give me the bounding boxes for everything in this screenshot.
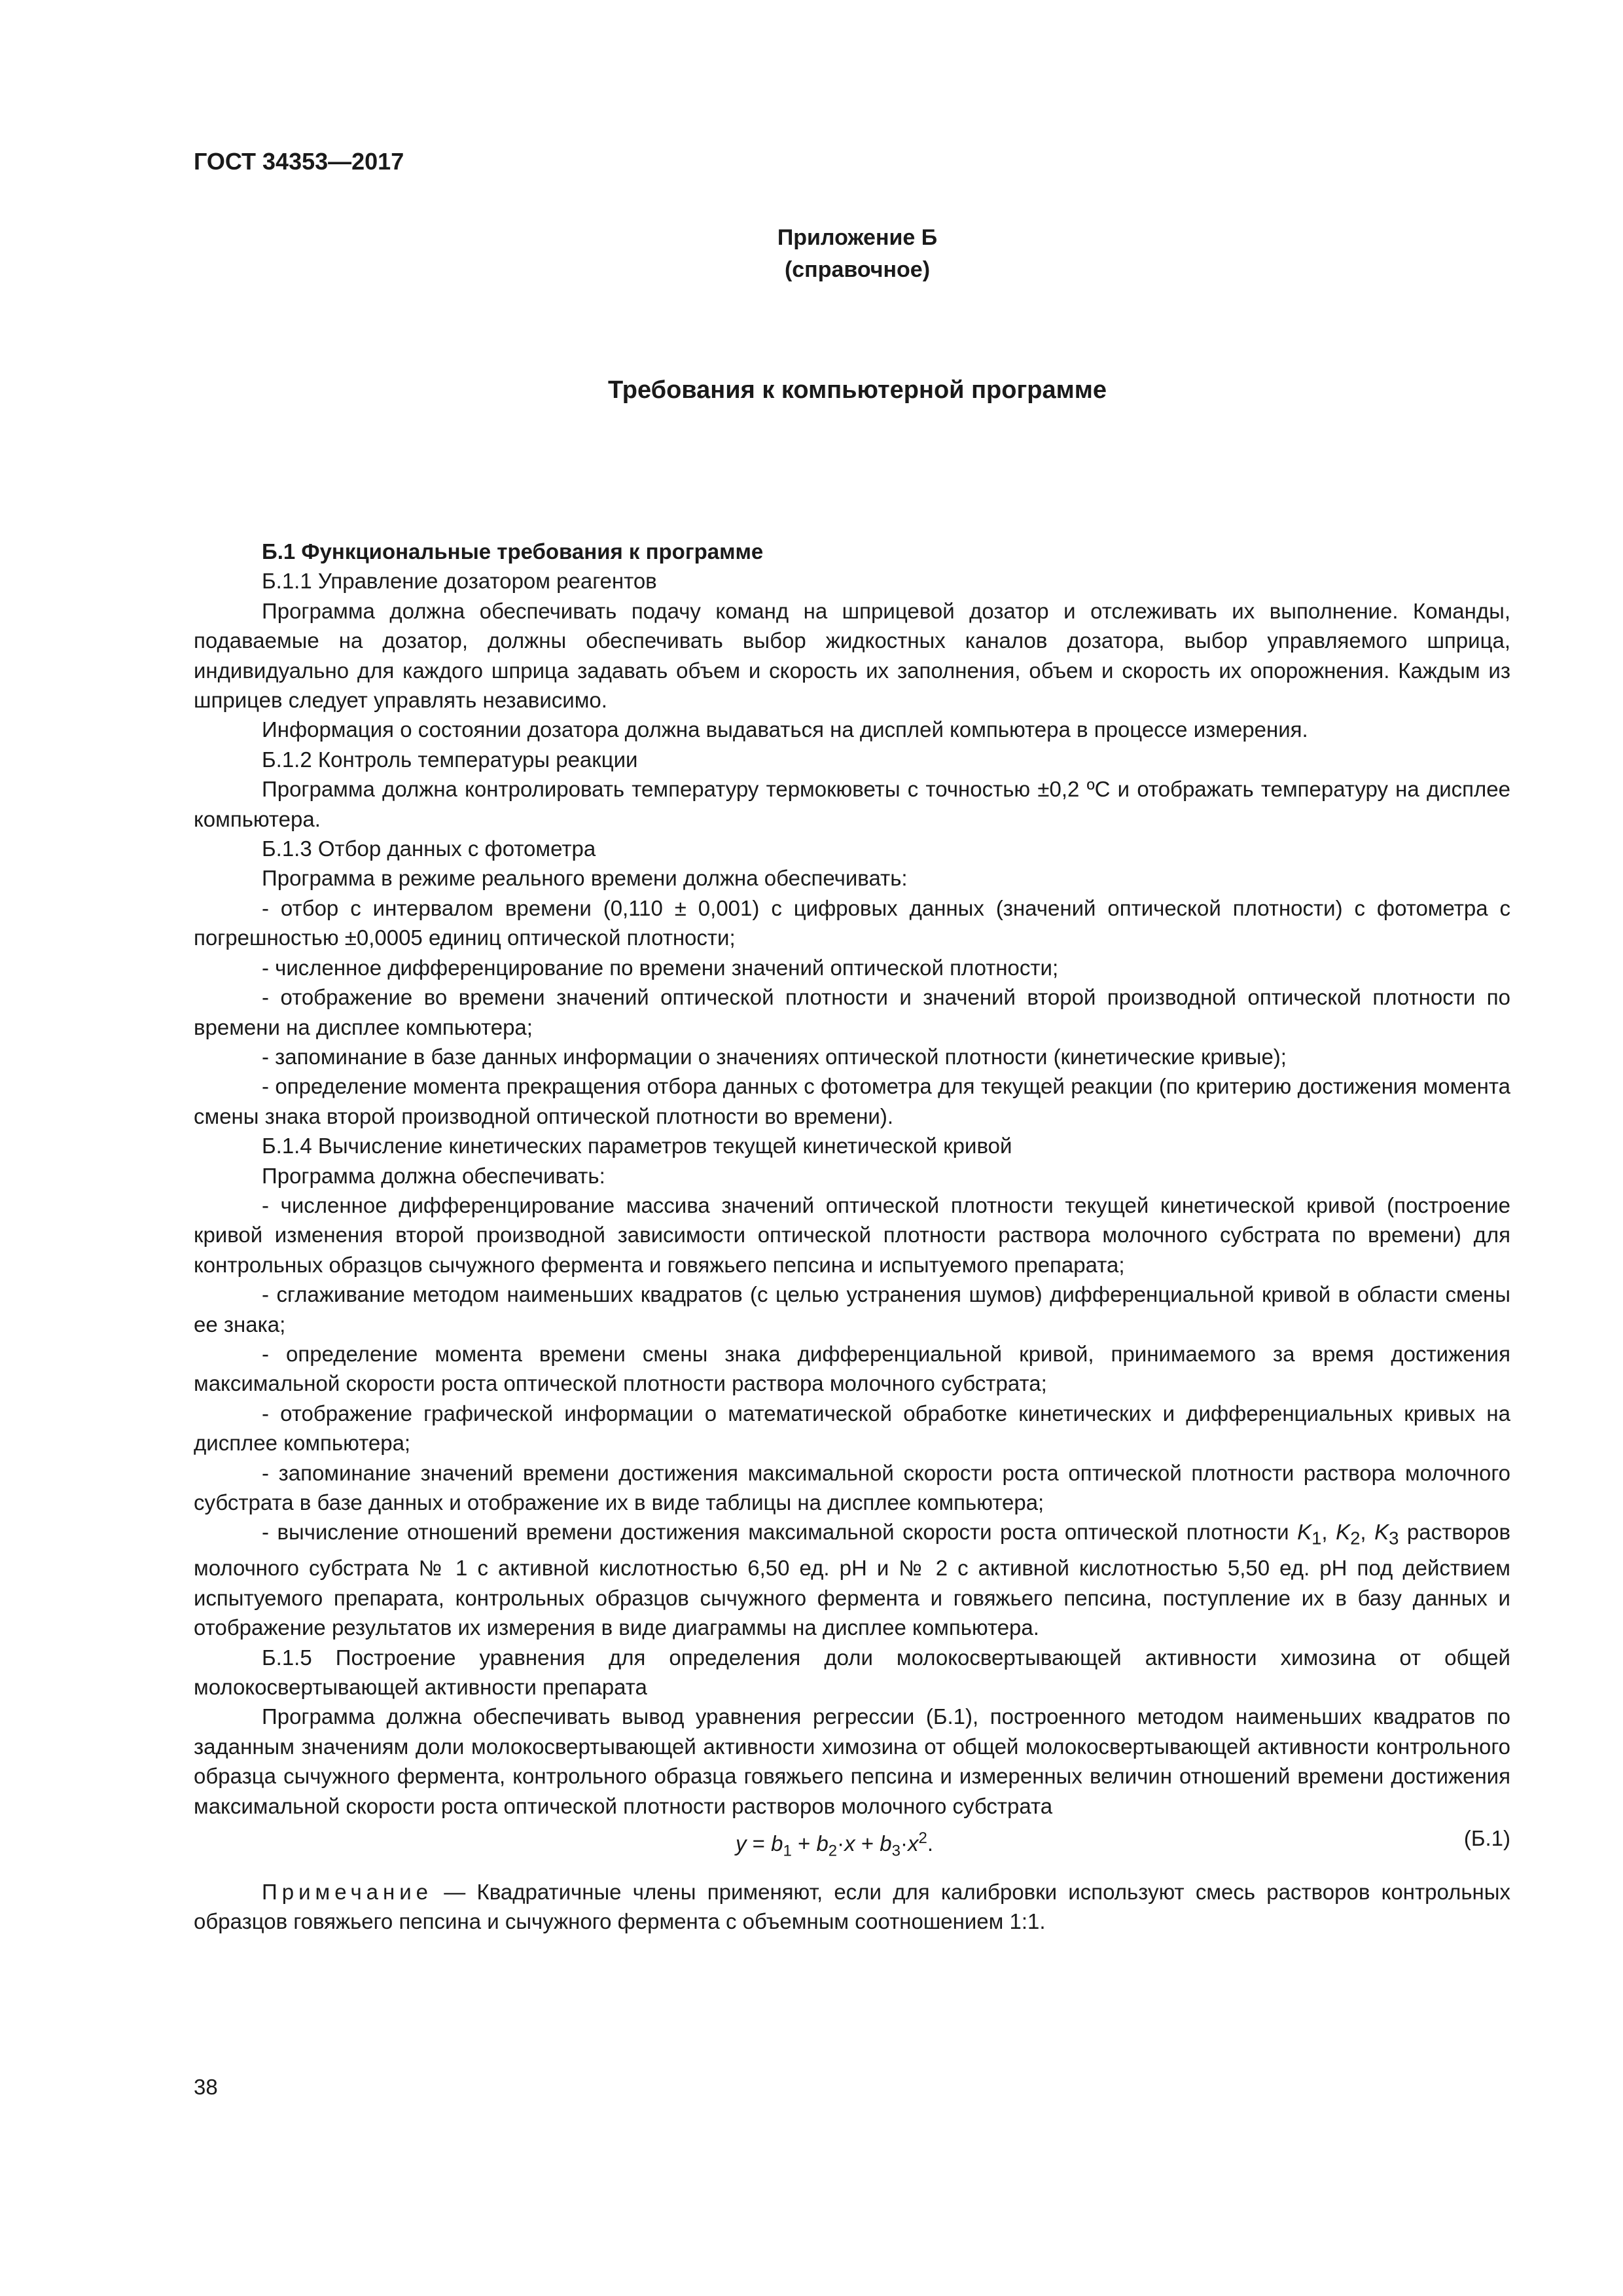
page-number: 38 <box>194 2075 218 2099</box>
paragraph: Программа должна обеспечивать вывод уравнения регрессии (Б.1), построенного методом наименьших квадратов по заданным значениям доли молокосвертывающей активности химозина от общей молокосвертывающей активности контрольного образца сычужного фермента, контрольного образца говяжьего пепсина и измеренных величин отношений времени достижения максимальной скорости роста оптической плотности растворов молочного субстрата <box>194 1704 1510 1818</box>
subsection-heading-b1-1: Б.1.1 Управление дозатором реагентов <box>262 569 657 594</box>
annex-type: (справочное) <box>784 257 931 282</box>
item-text: - вычисление отношений времени достижения максимальной скорости роста оптической плотности <box>262 1520 1298 1545</box>
regression-formula: $y = b_1 + b_2\cdot x + b_3\cdot x^2$. <box>736 1829 934 1860</box>
paragraph: Информация о состоянии дозатора должна выдаваться на дисплей компьютера в процессе измерения. <box>262 717 1308 742</box>
paragraph: Программа должна контролировать температуру термокюветы с точностью ±0,2 ºС и отображать температуру на дисплее компьютера. <box>194 777 1510 831</box>
subsection-heading-b1-2: Б.1.2 Контроль температуры реакции <box>262 747 638 772</box>
k-subscript-2: 2 <box>1350 1528 1361 1549</box>
list-item: - запоминание в базе данных информации о значениях оптической плотности (кинетические кривые); <box>262 1044 1287 1069</box>
list-item <box>194 1517 1510 1642</box>
paragraph: Программа должна обеспечивать подачу команд на шприцевой дозатор и отслеживать их выполнение. Команды, подаваемые на дозатор, должны обеспечивать выбор жидкостных каналов дозатора, выбор управляемого шприца, индивидуально для каждого шприца задавать объем и скорость их заполнения, объем и скорость их опорожнения. Каждым из шприцев следует управлять независимо. <box>194 598 1510 713</box>
subsection-heading-b1-4: Б.1.4 Вычисление кинетических параметров текущей кинетической кривой <box>262 1134 1012 1158</box>
separator: , <box>1360 1520 1375 1545</box>
k-symbol: K <box>1336 1520 1351 1545</box>
list-item: - численное дифференцирование массива значений оптической плотности текущей кинетической кривой (построение кривой изменения второй производной зависимости оптической плотности раствора молочного субстрата по времени) для контрольных образцов сычужного фермента и говяжьего пепсина и испытуемого препарата; <box>194 1193 1510 1277</box>
paragraph: Программа в режиме реального времени должна обеспечивать: <box>262 866 908 891</box>
document-title: Требования к компьютерной программе <box>607 376 1107 404</box>
list-item: - сглаживание методом наименьших квадратов (с целью устранения шумов) дифференциальной кривой в области смены ее знака; <box>194 1282 1510 1336</box>
equation-number: (Б.1) <box>1463 1826 1510 1851</box>
annex-title: Приложение Б <box>777 225 938 250</box>
list-item: - отображение во времени значений оптической плотности и значений второй производной оптической плотности по времени на дисплее компьютера; <box>194 985 1510 1039</box>
note-label: Примечание <box>262 1880 433 1905</box>
list-item: - определение момента времени смены знака дифференциальной кривой, принимаемого за время достижения максимальной скорости роста оптической плотности раствора молочного субстрата; <box>194 1341 1510 1396</box>
document-body <box>194 537 1510 1937</box>
note-text: — Квадратичные члены применяют, если для калибровки используют смесь растворов контрольных образцов говяжьего пепсина и сычужного фермента с объемным соотношением 1:1. <box>194 1880 1510 1934</box>
subsection-heading-b1-3: Б.1.3 Отбор данных с фотометра <box>262 836 596 861</box>
item-text: растворов молочного субстрата № 1 с активной кислотностью 6,50 ед. pH и № 2 с активной кислотностью 5,50 ед. pH под действием испытуемого препарата, контрольных образцов сычужного фермента и говяжьего пепсина, поступление их в базу данных и отображение результатов их измерения в виде диаграммы на дисплее компьютера. <box>194 1520 1510 1640</box>
formula-line <box>194 1823 1510 1860</box>
list-item: - отображение графической информации о математической обработке кинетических и дифференциальных кривых на дисплее компьютера; <box>194 1401 1510 1456</box>
subsection-heading-b1-5: Б.1.5 Построение уравнения для определения доли молокосвертывающей активности химозина от общей молокосвертывающей активности препарата <box>194 1645 1510 1700</box>
k-symbol: K <box>1374 1520 1389 1545</box>
list-item: - определение момента прекращения отбора данных с фотометра для текущей реакции (по критерию достижения момента смены знака второй производной оптической плотности во времени). <box>194 1074 1510 1128</box>
list-item: - численное дифференцирование по времени значений оптической плотности; <box>262 955 1059 980</box>
standard-code: ГОСТ 34353—2017 <box>194 148 404 175</box>
section-heading-b1: Б.1 Функциональные требования к программе <box>262 539 764 564</box>
separator: , <box>1321 1520 1336 1545</box>
k-subscript-1: 1 <box>1311 1528 1322 1549</box>
list-item: - отбор с интервалом времени (0,110 ± 0,001) с цифровых данных (значений оптической плотности) с фотометра с погрешностью ±0,0005 единиц оптической плотности; <box>194 895 1510 950</box>
note <box>194 1877 1510 1937</box>
k-symbol: K <box>1297 1520 1312 1545</box>
k-subscript-3: 3 <box>1389 1528 1399 1549</box>
list-item: - запоминание значений времени достижения максимальной скорости роста оптической плотности раствора молочного субстрата в базе данных и отображение их в виде таблицы на дисплее компьютера; <box>194 1460 1510 1515</box>
paragraph: Программа должна обеспечивать: <box>262 1163 605 1188</box>
